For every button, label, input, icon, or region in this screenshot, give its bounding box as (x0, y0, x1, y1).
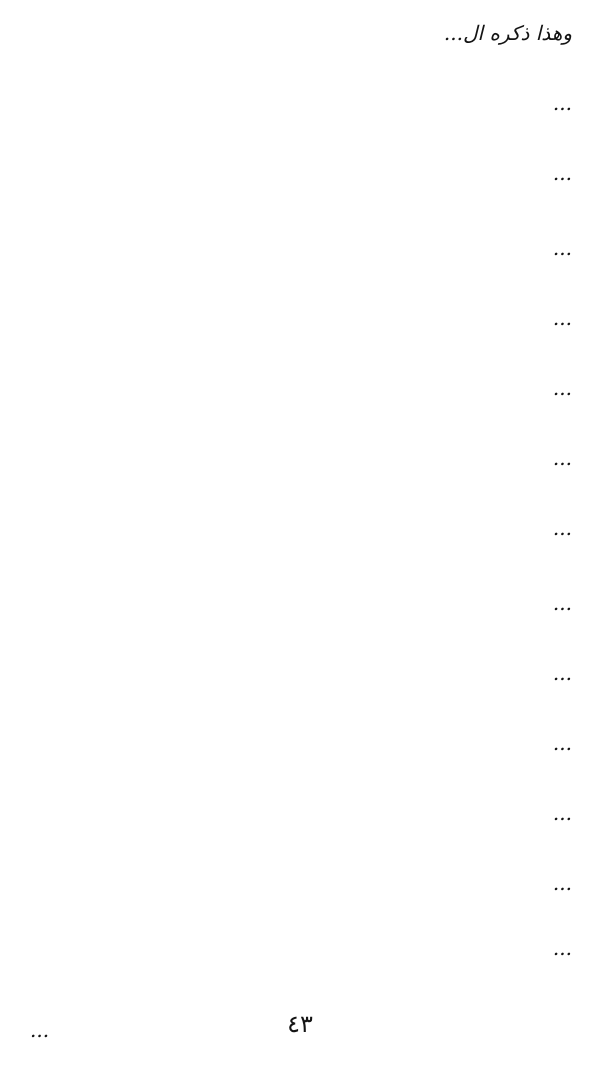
text-line-5: ... (552, 306, 572, 330)
text-line-4: ... (552, 236, 572, 260)
text-line-1: وهذا ذكره ال... (443, 21, 572, 45)
text-line-9: ... (552, 591, 572, 615)
text-line-8: ... (552, 516, 572, 540)
catchword: ... (30, 1018, 50, 1042)
text-line-14: ... (552, 936, 572, 960)
text-line-11: ... (552, 731, 572, 755)
text-line-3: ... (552, 161, 572, 185)
text-line-10: ... (552, 661, 572, 685)
text-line-2: ... (552, 91, 572, 115)
text-line-7: ... (552, 446, 572, 470)
text-line-12: ... (552, 801, 572, 825)
text-line-6: ... (552, 376, 572, 400)
text-line-13: ... (552, 871, 572, 895)
folio-number: ٤٣ (287, 1010, 313, 1038)
